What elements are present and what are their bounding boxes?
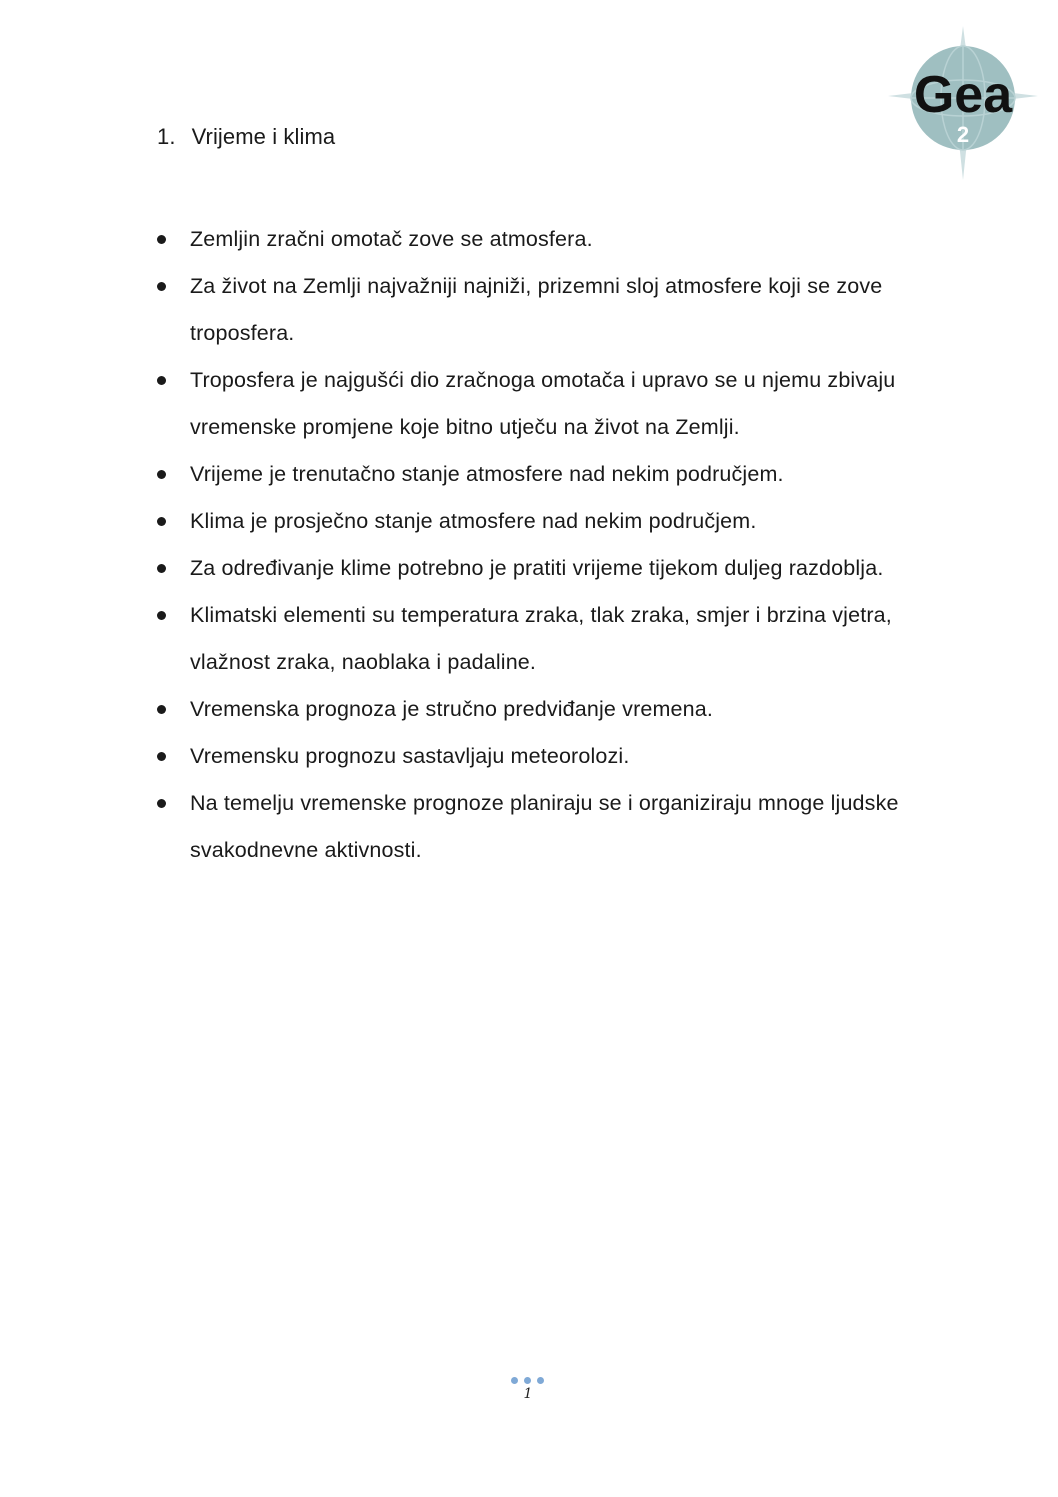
list-item <box>157 686 907 733</box>
bullet-dot-icon <box>157 799 166 808</box>
gea-logo <box>888 26 1038 180</box>
bullet-dot-icon <box>157 470 166 479</box>
list-item-text: Klimatski elementi su temperatura zraka, tlak zraka, smjer i brzina vjetra, vlažnost zraka, naoblaka i padaline. <box>190 603 892 674</box>
list-item <box>157 263 907 357</box>
footer-dot <box>524 1377 531 1384</box>
bullet-dot-icon <box>157 517 166 526</box>
list-item <box>157 498 907 545</box>
bullet-dot-icon <box>157 752 166 761</box>
footer-dots-icon <box>511 1377 544 1384</box>
gea-globe-icon <box>888 26 1038 180</box>
list-item-text: Vremensku prognozu sastavljaju meteorolozi. <box>190 744 630 768</box>
bullet-dot-icon <box>157 235 166 244</box>
list-item-text: Vremenska prognoza je stručno predviđanje vremena. <box>190 697 713 721</box>
bullet-dot-icon <box>157 564 166 573</box>
list-item <box>157 545 907 592</box>
list-item <box>157 357 907 451</box>
list-item-text: Zemljin zračni omotač zove se atmosfera. <box>190 227 593 251</box>
logo-text: Gea <box>913 66 1013 124</box>
bullet-dot-icon <box>157 282 166 291</box>
list-item-text: Za život na Zemlji najvažniji najniži, prizemni sloj atmosfere koji se zove troposfera. <box>190 274 883 345</box>
list-item-text: Klima je prosječno stanje atmosfere nad nekim područjem. <box>190 509 757 533</box>
list-item <box>157 451 907 498</box>
bullet-dot-icon <box>157 705 166 714</box>
list-item <box>157 733 907 780</box>
footer-dot <box>511 1377 518 1384</box>
page-title <box>157 124 335 150</box>
bullet-dot-icon <box>157 611 166 620</box>
list-item-text: Vrijeme je trenutačno stanje atmosfere nad nekim područjem. <box>190 462 784 486</box>
page-number: 1 <box>523 1386 533 1402</box>
list-item <box>157 216 907 263</box>
footer-dot <box>537 1377 544 1384</box>
list-item-text: Na temelju vremenske prognoze planiraju se i organiziraju mnoge ljudske svakodnevne aktivnosti. <box>190 791 899 862</box>
list-item-text: Troposfera je najgušći dio zračnoga omotača i upravo se u njemu zbivaju vremenske promjene koje bitno utječu na život na Zemlji. <box>190 368 896 439</box>
list-item <box>157 780 907 874</box>
bullet-list <box>157 216 907 874</box>
list-item-text: Za određivanje klime potrebno je pratiti vrijeme tijekom duljeg razdoblja. <box>190 556 884 580</box>
section-title: Vrijeme i klima <box>191 124 336 149</box>
logo-number: 2 <box>956 122 970 147</box>
list-item <box>157 592 907 686</box>
section-number: 1. <box>157 124 176 149</box>
bullet-dot-icon <box>157 376 166 385</box>
